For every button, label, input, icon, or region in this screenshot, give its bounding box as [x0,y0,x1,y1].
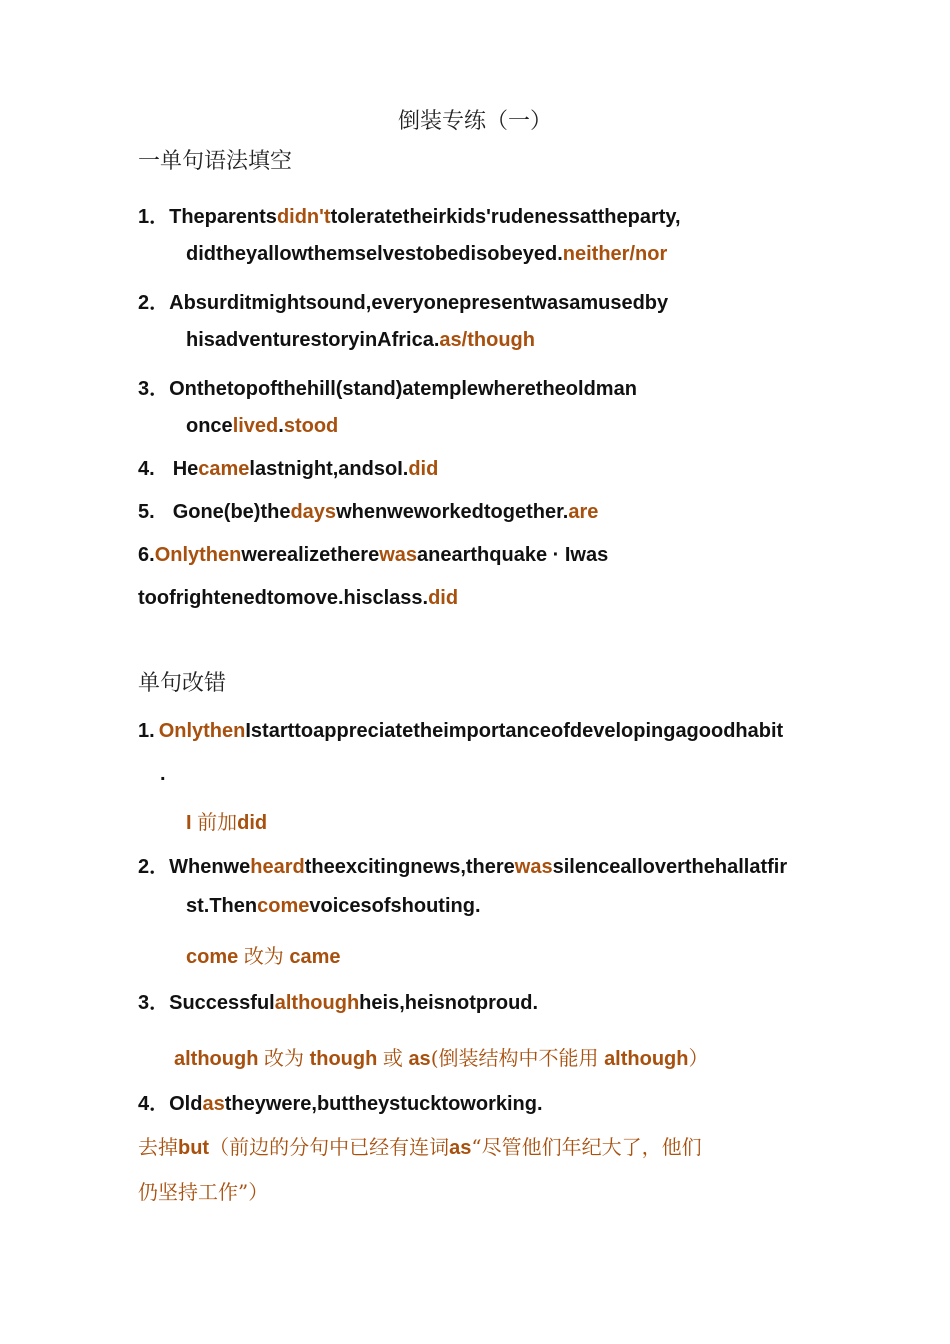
text: whenweworkedtogether. [336,501,569,523]
correction-1-line-2 [160,763,166,786]
section-heading-error-correction: 单句改错 [138,671,227,696]
question-1-line-1 [138,200,681,229]
highlight: come [257,895,310,917]
text: lastnight,andsoI. [249,458,409,480]
highlight: was [379,544,418,566]
answer-cn: 仍坚持工作”） [138,1180,269,1204]
answer: as [449,1137,472,1159]
answer: as [408,1048,431,1070]
correction-4-answer-line-1 [138,1131,702,1160]
answer-cn: ） [688,1046,709,1070]
section-heading-fill-blank: 一单句语法填空 [138,149,293,174]
text: Istarttoappreciatetheimportanceofdevelopingagoodhabit [245,720,784,742]
answer-cn: 去掉 [138,1135,178,1159]
answer-cn: （前边的分句中已经有连词 [209,1135,450,1159]
text: hisadventurestoryinAfrica. [186,329,440,351]
answer-cn: 或 [382,1046,403,1070]
highlight: heard [250,856,305,878]
question-2-line-1 [138,286,668,315]
number: 1. [138,720,155,742]
text: . [160,763,166,785]
answer: came [289,946,341,968]
correction-2-answer [186,940,341,969]
number: 5. [138,501,155,523]
text: anearthquake · Iwas [417,544,609,566]
highlight: was [514,856,553,878]
correction-1-line-1 [138,720,783,743]
correction-2-line-2 [186,895,481,918]
answer-cn: “尽管他们年纪大了，他们 [471,1135,702,1159]
highlight: didn't [276,206,331,228]
answer-cn: (倒装结构中不能用 [430,1046,599,1070]
answer: did [237,812,268,834]
correction-3-line-1 [138,986,538,1015]
correction-4-line-1 [138,1087,543,1116]
text: 4．Old [138,1093,203,1115]
text: 3．Successful [138,992,275,1014]
answer-cn: 前加 [197,810,238,834]
highlight: days [290,501,337,523]
answer: neither/nor [562,243,668,265]
answer: did [408,458,439,480]
answer-cn: 改为 [243,944,284,968]
text: 1．Theparents [138,206,277,228]
highlight: came [198,458,250,480]
correction-4-answer-line-2 [138,1176,268,1205]
correction-2-line-1 [138,850,787,879]
text: theexcitingnews,there [304,856,515,878]
text: didtheyallowthemselvestobedisobeyed. [186,243,563,265]
answer: did [428,587,459,609]
answer: stood [283,415,339,437]
answer: are [568,501,599,523]
text: 2．Absurditmightsound,everyonepresentwasamusedby [138,292,669,314]
answer: although [604,1048,689,1070]
text: . [278,415,284,437]
text: 3．Onthetopofthehill(stand)atemplewheretheoldman [138,378,637,400]
answer: though [309,1048,378,1070]
highlight: Onlythen [154,544,242,566]
highlight: although [274,992,360,1014]
answer: as/though [439,329,535,351]
number: 6. [138,544,155,566]
text: He [172,458,199,480]
highlight: as [202,1093,225,1115]
text: voicesofshouting. [309,895,481,917]
text: once [186,415,233,437]
text: toleratetheirkids'rudenessattheparty, [330,206,681,228]
number: 4. [138,458,155,480]
question-3-line-1 [138,372,637,401]
highlight: Onlythen [158,720,246,742]
page-title: 倒装专练（一） [397,109,552,134]
question-5-line-1 [138,501,598,524]
correction-3-answer [174,1042,709,1071]
answer: I [186,812,192,834]
text: toofrightenedtomove.hisclass. [138,587,429,609]
question-6-line-2 [138,587,458,610]
text: 2．Whenwe [138,856,251,878]
answer-cn: 改为 [264,1046,304,1070]
text: Gone(be)the [172,501,291,523]
answer: but [178,1137,210,1159]
answer: although [174,1048,259,1070]
question-6-line-1 [138,544,608,567]
question-1-line-2 [186,243,667,266]
question-3-line-2 [186,415,338,438]
text: werealizethere [241,544,380,566]
correction-1-answer [186,806,267,835]
highlight: lived [232,415,279,437]
text: heis,heisnotproud. [359,992,539,1014]
text: st.Then [186,895,258,917]
question-2-line-2 [186,329,535,352]
text: theywere,buttheystucktoworking. [224,1093,543,1115]
text: silencealloverthehallatfir [552,856,788,878]
answer: come [186,946,239,968]
question-4-line-1 [138,458,438,481]
